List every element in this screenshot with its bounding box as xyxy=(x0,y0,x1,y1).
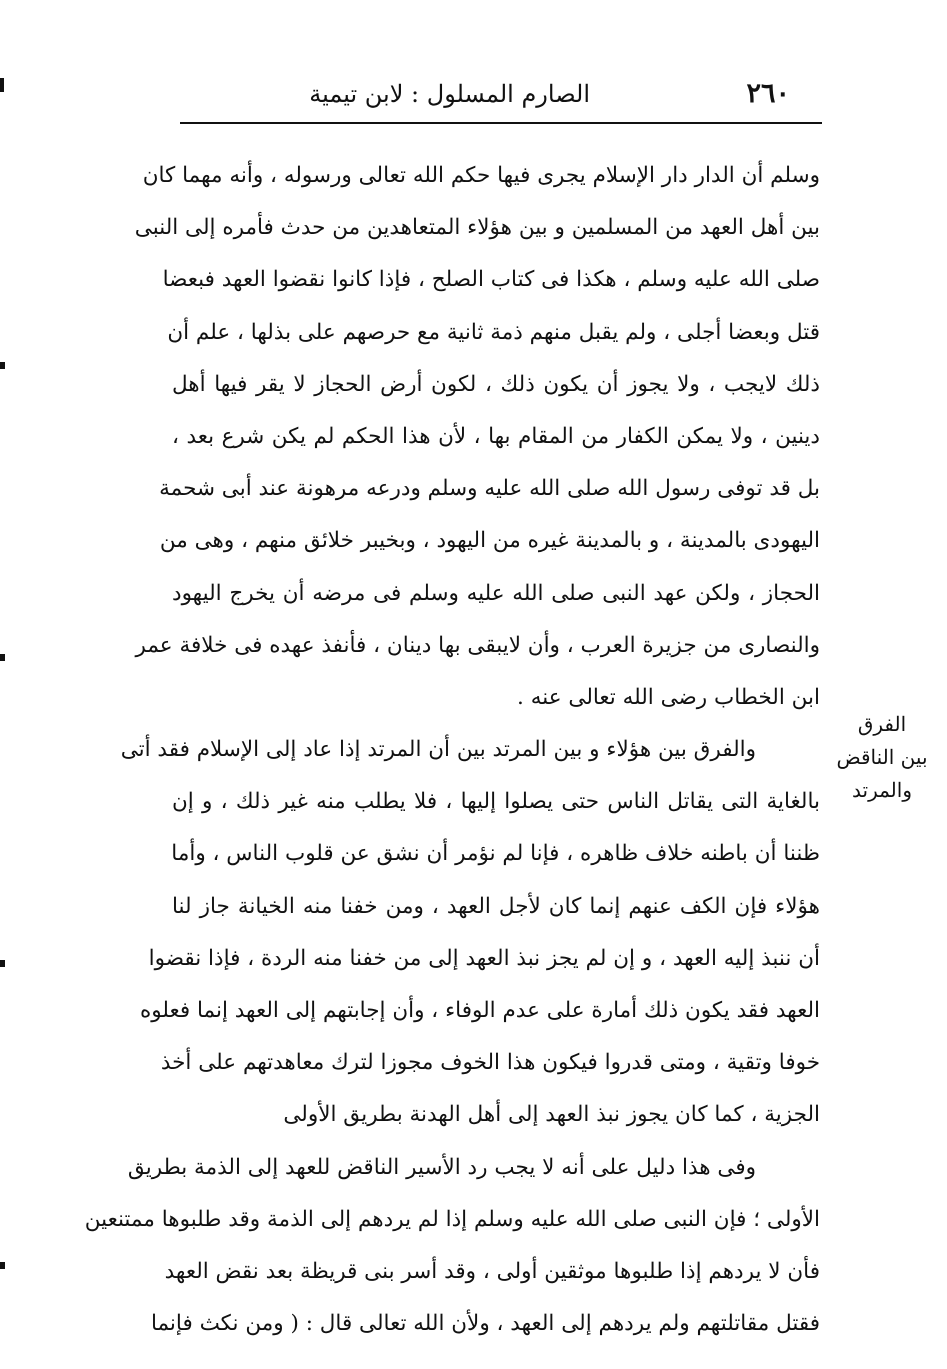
header-rule xyxy=(180,122,822,124)
text-line: ذلك لايجب ، ولا يجوز أن يكون ذلك ، لكون أرض الحجاز لا يقر فيها أهل xyxy=(172,371,820,397)
text-line: دينين ، ولا يمكن الكفار من المقام بها ، لأن هذا الحكم لم يكن شرع بعد ، xyxy=(172,423,820,449)
text-line: وفى هذا دليل على أنه لا يجب رد الأسير الناقض للعهد إلى الذمة بطريق xyxy=(127,1154,756,1180)
scan-edge-mark xyxy=(0,78,4,92)
text-line: والنصارى من جزيرة العرب ، وأن لايبقى بها دينان ، فأنفذ عهده فى خلافة عمر xyxy=(135,632,820,658)
text-line: بل قد توفى رسول الله صلى الله عليه وسلم ودرعه مرهونة عند أبى شحمة xyxy=(159,476,820,502)
text-line: فأن لا يردهم إذا طلبوها موثقين أولى ، وقد أسر بنى قريظة بعد نقض العهد xyxy=(164,1258,820,1284)
text-line: بين أهل العهد من المسلمين و بين هؤلاء المتعاهدين من حدث فأمره إلى النبى xyxy=(134,215,820,241)
text-line: الأولى ؛ فإن النبى صلى الله عليه وسلم إذا لم يردهم إلى الذمة وقد طلبوها ممتنعين xyxy=(84,1206,820,1232)
text-line: وسلم أن الدار دار الإسلام يجرى فيها حكم الله تعالى ورسوله ، وأنه مهما كان xyxy=(142,163,820,188)
body-text xyxy=(84,150,820,1350)
text-line: فقتل مقاتلتهم ولم يردهم إلى العهد ، ولأن الله تعالى قال : ( ومن نكث فإنما xyxy=(150,1311,820,1337)
text-line: أن ننبذ إليه العهد ، و إن لم يجز نبذ العهد إلى من خفنا منه الردة ، فإذا نقضوا xyxy=(148,945,820,971)
scan-edge-mark xyxy=(0,362,5,369)
text-line: الجزية ، كما كان يجوز نبذ العهد إلى أهل الهدنة بطريق الأولى xyxy=(283,1102,820,1128)
text-line: بالغاية التى يقاتل الناس حتى يصلوا إليها ، فلا يطلب منه غير ذلك ، و إن xyxy=(172,789,820,815)
margin-note-line: والمرتد xyxy=(852,778,912,802)
text-line: خوفا وتقية ، ومتى قدروا فيكون هذا الخوف مجوزا لترك معاهدتهم على أخذ xyxy=(160,1050,820,1076)
text-line: والفرق بين هؤلاء و بين المرتد بين أن المرتد إذا عاد إلى الإسلام فقد أتى xyxy=(120,737,756,763)
margin-note xyxy=(826,708,938,807)
margin-note-line: الفرق xyxy=(857,712,907,736)
text-line: العهد فقد يكون ذلك أمارة على عدم الوفاء ، وأن إجابتهم إلى العهد إنما فعلوه xyxy=(140,998,820,1023)
text-line: ظننا أن باطنه خلاف ظاهره ، فإنا لم نؤمر أن نشق عن قلوب الناس ، وأما xyxy=(171,841,820,867)
page-header xyxy=(180,76,822,120)
text-line: الحجاز ، ولكن عهد النبى صلى الله عليه وسلم فى مرضه أن يخرج اليهود xyxy=(172,580,820,606)
text-line: اليهودى بالمدينة ، و بالمدينة غيره من اليهود ، وبخيبر خلائق منهم ، وهى من xyxy=(159,528,820,554)
scan-edge-mark xyxy=(0,1262,5,1269)
scan-edge-mark xyxy=(0,654,5,661)
margin-note-line: بين الناقض xyxy=(836,745,928,769)
scan-edge-mark xyxy=(0,960,5,967)
text-line: هؤلاء فإن الكف عنهم إنما كان لأجل العهد ، ومن خفنا منه الخيانة جاز لنا xyxy=(172,893,820,919)
text-line: ابن الخطاب رضى الله تعالى عنه . xyxy=(517,684,820,710)
page-number: ٢٦٠ xyxy=(746,78,790,109)
text-line: صلى الله عليه وسلم ، هكذا فى كتاب الصلح ، فإذا كانوا نقضوا العهد فبعضا xyxy=(162,267,820,293)
running-title: الصارم المسلول : لابن تيمية xyxy=(309,80,590,108)
text-line: قتل وبعضا أجلى ، ولم يقبل منهم ذمة ثانية مع حرصهم على بذلها ، علم أن xyxy=(167,319,820,345)
